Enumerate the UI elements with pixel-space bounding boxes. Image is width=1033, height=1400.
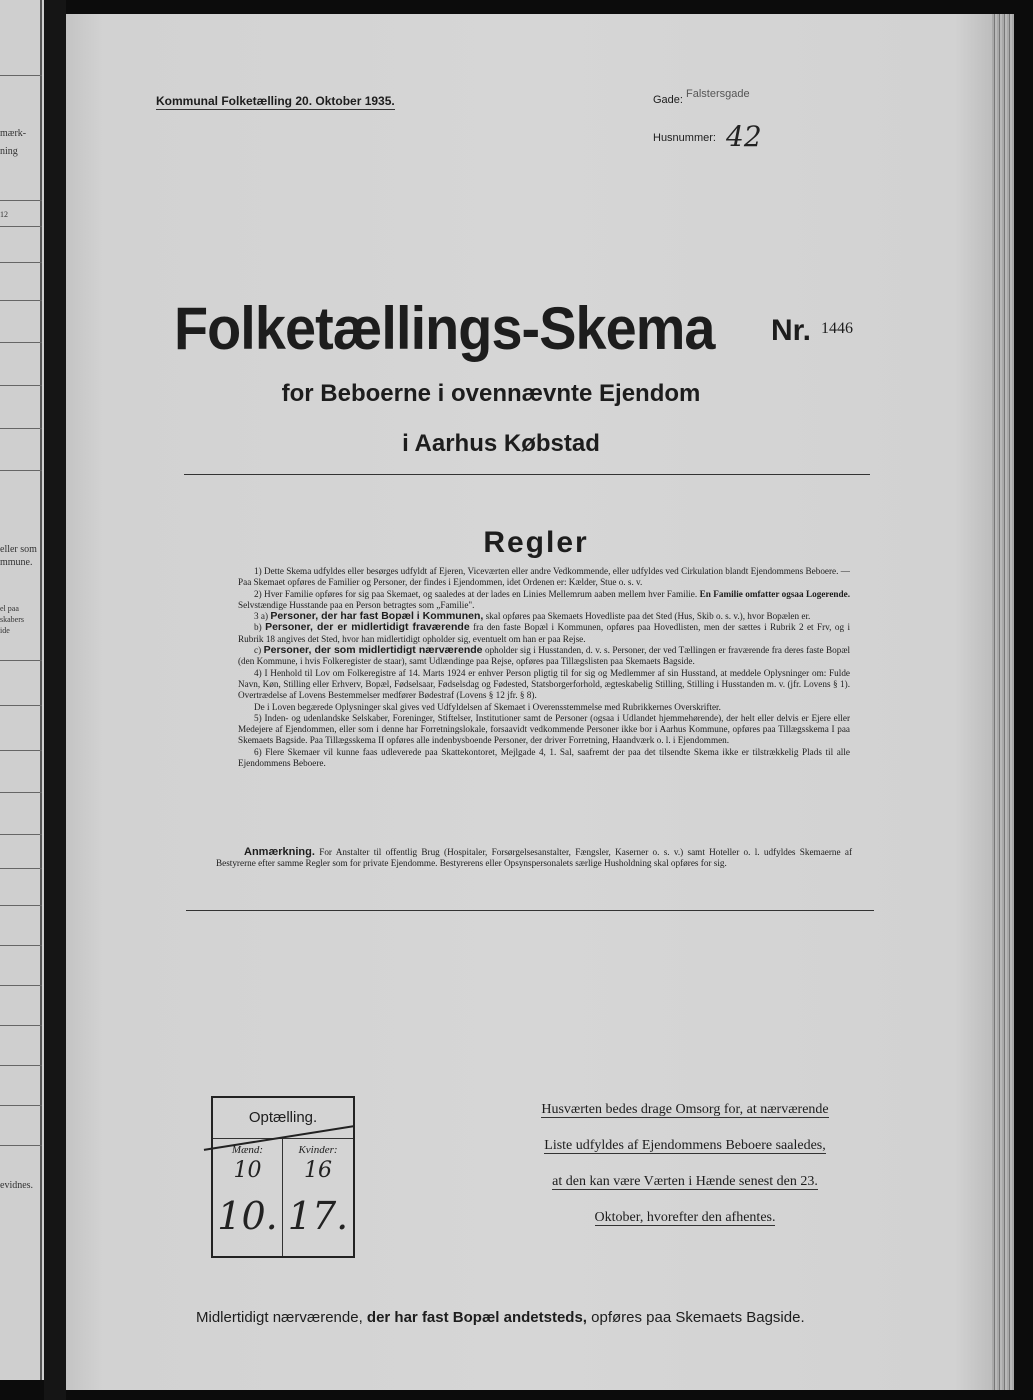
left-page-rule <box>0 226 42 227</box>
form-number-label: Nr. <box>771 314 812 347</box>
left-page-fragment: eller som <box>0 544 37 555</box>
rules-text <box>238 566 850 769</box>
gade-label: Gade: <box>653 94 683 106</box>
census-date-header: Kommunal Folketælling 20. Oktober 1935. <box>156 94 395 108</box>
left-page-rule <box>0 300 42 301</box>
left-page-rule <box>0 1105 42 1106</box>
women-label: Kvinder: <box>298 1144 338 1156</box>
left-page-rule <box>0 385 42 386</box>
men-label: Mænd: <box>231 1144 264 1156</box>
left-page-fragment: ide <box>0 626 10 635</box>
left-page-rule <box>0 985 42 986</box>
left-page-fragment: ning <box>0 146 18 157</box>
left-page-rule <box>0 470 42 471</box>
left-page-rule <box>0 1145 42 1146</box>
rule-3a: 3 a) Personer, der har fast Bopæl i Kommunen, skal opføres paa Skemaets Hovedliste paa det Sted (Hus, Skib o. s. v.), hvor Bopælen er. <box>254 610 811 623</box>
left-page-fragment: 12 <box>0 210 8 219</box>
left-page-rule <box>0 705 42 706</box>
instruction-line-1: Husværten bedes drage Omsorg for, at nærværende <box>541 1102 829 1117</box>
men-original-count: 10 <box>233 1158 262 1183</box>
husnummer-label: Husnummer: <box>653 132 716 144</box>
count-men-column <box>213 1138 283 1256</box>
left-page-rule <box>0 200 42 201</box>
count-box <box>211 1096 355 1258</box>
men-corrected-count: 10. <box>217 1194 278 1238</box>
form-title: Folketællings-Skema <box>174 295 715 362</box>
page-stack-edge <box>992 14 1014 1390</box>
census-form-page <box>66 14 992 1390</box>
rule-6: 6) Flere Skemaer vil kunne faas udleverede paa Skattekontoret, Mejlgade 4, 1. Sal, saafremt der paa det tilsendte Skema ikke er tilstrækkelig Plads til alle Ejendommens Beboere. <box>238 746 850 769</box>
instruction-line-4: Oktober, hvorefter den afhentes. <box>594 1210 776 1225</box>
husnummer-value: 42 <box>726 120 762 153</box>
women-original-count: 16 <box>304 1158 332 1183</box>
rule-2: 2) Hver Familie opføres for sig paa Skemaet, og saaledes at der lades en Linies Mellemrum aaben mellem hver Familie. En Familie omfatter ogsaa Logerende. Selvstændige Husstande paa en Person betragtes som „Familie". <box>238 588 850 610</box>
left-page-rule <box>0 1065 42 1066</box>
rules-heading: Regler <box>483 526 589 559</box>
remark-text: For Anstalter til offentlig Brug (Hospitaler, Forsørgelsesanstalter, Fængsler, Kaserner o. s. v.) samt Hoteller o. l. udfyldes Skemaerne af Bestyrerne efter samme Regler som for private Ejendomme. Bestyrerens eller Opsynspersonalets særlige Husholdning skal opføres for sig. <box>216 847 853 869</box>
rule-1: 1) Dette Skema udfyldes eller besørges udfyldt af Ejeren, Viceværten eller andre Vedkommende, eller udfyldes ved Cirkulation blandt Ejendommens Beboere. — Paa Skemaet opføres de Familier og Personer, der findes i Ejendommen, idet Ordenen er: Kælder, Stue o. s. v. <box>238 566 850 588</box>
gade-value: Falstersgade <box>686 88 750 100</box>
rule-3c: c) Personer, der som midlertidigt nærværende opholder sig i Husstanden, d. v. s. Personer, der ved Tællingen er fraværende fra deres faste Bopæl (den Kommune, i hvis Folkeregister de staar), samt Udlændinge paa Rejse, opføres paa Tillægslisten paa Skemaets Bagside. <box>238 644 851 667</box>
left-page-rule <box>0 750 42 751</box>
left-page-rule <box>0 834 42 835</box>
rule-4-continued: De i Loven begærede Oplysninger skal gives ved Udfyldelsen af Skemaet i Overensstemmelse med Rubrikkernes Overskrifter. <box>254 701 721 712</box>
form-location: i Aarhus Købstad <box>402 430 600 457</box>
left-facing-page <box>0 0 44 1380</box>
left-page-rule <box>0 1025 42 1026</box>
left-page-rule <box>0 945 42 946</box>
divider-top <box>184 474 870 475</box>
left-page-rule <box>0 75 42 76</box>
rule-3b: b) Personer, der er midlertidigt fraværende fra den faste Bopæl i Kommunen, opføres paa Hovedlisten, men der sættes i Rubrik 2 et Frv, og i Rubrik 18 angives det Sted, hvor han midlertidigt opholder sig, eventuelt om han er paa Rejse. <box>238 621 851 644</box>
remark-label: Anmærkning. <box>244 846 315 858</box>
footer-note: Midlertidigt nærværende, der har fast Bopæl andetsteds, opføres paa Skemaets Bagside. <box>196 1309 805 1326</box>
left-page-rule <box>0 792 42 793</box>
left-page-margin-line <box>40 0 42 1380</box>
count-women-column <box>283 1138 353 1256</box>
instruction-line-3: at den kan være Værten i Hænde senest den 23. <box>552 1174 818 1189</box>
left-page-rule <box>0 905 42 906</box>
left-page-rule <box>0 868 42 869</box>
rule-5: 5) Inden- og udenlandske Selskaber, Foreninger, Stiftelser, Institutioner samt de Personer (ogsaa i Udlandet hjemmehørende), der helt eller delvis er Ejere eller Medejere af Ejendommen, eller som i denne har Forretningslokale, forsaavidt vedkommende Personer ikke bor i Aarhus Kommune, opføres paa Tillægsskema I paa Skemaets Bagside. Paa Tillægsskema II opføres alle indenbysboende Personer, der driver Forretning, Haandværk o. l. i Ejendommen. <box>238 712 850 746</box>
left-page-rule <box>0 342 42 343</box>
rule-4: 4) I Henhold til Lov om Folkeregistre af 14. Marts 1924 er enhver Person pligtig til for sig og Medlemmer af sin Husstand, at meddele Oplysninger om: Fulde Navn, Køn, Stilling eller Erhverv, Bopæl, Fødselsaar, Fødselsdag og Fødested, Statsborgerforhold, ægteskabelig Stilling, Stilling i Husstanden m. v. (jfr. Lovens § 1). Overtrædelse af Lovens Bestemmelser medfører Bødestraf (Lovens § 12 jfr. § 8). <box>238 667 850 701</box>
left-page-fragment: skabers <box>0 615 24 624</box>
remark-note <box>216 847 852 870</box>
divider-bottom <box>186 910 874 911</box>
book-gutter <box>44 0 66 1400</box>
count-box-title: Optælling. <box>213 1098 353 1139</box>
women-corrected-count: 17. <box>287 1194 349 1238</box>
left-page-fragment: mærk- <box>0 128 27 139</box>
left-page-rule <box>0 660 42 661</box>
instruction-line-2: Liste udfyldes af Ejendommens Beboere saaledes, <box>544 1138 826 1153</box>
form-number-value: 1446 <box>821 320 853 337</box>
left-page-fragment: mmune. <box>0 557 33 568</box>
form-subtitle: for Beboerne i ovennævnte Ejendom <box>281 380 701 407</box>
left-page-rule <box>0 262 42 263</box>
left-page-rule <box>0 428 42 429</box>
left-page-fragment: evidnes. <box>0 1180 34 1191</box>
left-page-fragment: el paa <box>0 604 19 613</box>
